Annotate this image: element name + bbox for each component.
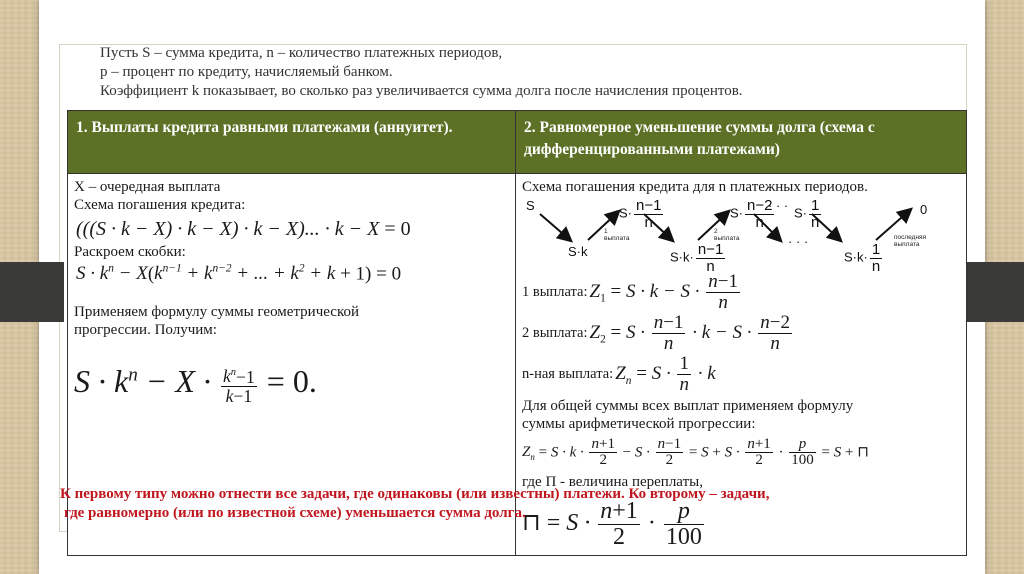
overpayment-formula: ⊓ = S · $\frac{n+1}{2}$ · $\frac{p}{100}$: [522, 498, 702, 551]
where-pi-text: где П - величина переплаты,: [522, 474, 703, 491]
diag-bot-3: S·k· $\frac{1}{n}$: [844, 241, 881, 275]
diag-top-4: S· $\frac{1}{n}$: [794, 197, 820, 231]
intro-line-2: p – процент по кредиту, начисляемый банком.: [100, 64, 393, 80]
header-differentiated: 2. Равномерное уменьшение суммы долга (схема с дифференцированными платежами): [516, 111, 967, 174]
diag-top-zero: 0: [920, 202, 928, 217]
expanded-formula: $S \cdot k^n - X(k^{n-1} + k^{n-2}$ + ... + $k^2 + k + 1) = 0$: [76, 263, 402, 285]
repayment-diagram: [522, 197, 958, 275]
diag-top-s: S: [526, 198, 535, 213]
conclusion-line-1: К первому типу можно отнести все задачи, где одинаковы (или известны) платежи. Ко второму – задачи,: [60, 486, 770, 502]
sum-text-1: Для общей суммы всех выплат применяем формулу: [522, 397, 854, 414]
diag-dots-top: · · ·: [768, 198, 789, 213]
intro-line-3: Коэффициент k показывает, во сколько раз увеличивается сумма долга после начисления процентов.: [100, 83, 743, 99]
payment-n-formula: $Z_n = S$ · $\frac{1}{n}$ · k: [615, 352, 716, 395]
diag-bot-1: S·k: [568, 244, 588, 259]
right-tab-decoration: [960, 262, 1024, 322]
progression-text: прогрессии. Получим:: [74, 322, 217, 339]
left-tab-decoration: [0, 262, 64, 322]
total-sum-formula: $Z_n = S \cdot k$ · $\frac{n+1}{2}$ − S · $\frac{n-1}{2}$ = S + S · $\frac{n+1}{2}$ · $\frac{p}{100}$ = S + ⊓: [522, 435, 869, 469]
diag-dots-bot: · · ·: [788, 234, 809, 249]
payment-2-label: 2 выплата:: [522, 325, 588, 342]
diag-note-1: 1 выплата: [604, 228, 630, 242]
payment-1-label: 1 выплата:: [522, 284, 588, 301]
table-header-row: [68, 111, 967, 174]
apply-formula-text: Применяем формулу суммы геометрической: [74, 304, 359, 321]
sum-text-2: суммы арифметической прогрессии:: [522, 415, 756, 432]
payment-1-row: [522, 272, 960, 313]
payment-n-row: [522, 354, 960, 395]
header-annuity: 1. Выплаты кредита равными платежами (аннуитет).: [68, 111, 516, 174]
payment-2-formula: $Z_2 = S$ · $\frac{n-1}{n}$ · k − S · $\frac{n-2}{n}$: [589, 311, 790, 354]
open-brackets-label: Раскроем скобки:: [74, 244, 186, 260]
payment-1-formula: $Z_1 = S \cdot k - S$ · $\frac{n-1}{n}$: [589, 271, 738, 313]
x-definition: X – очередная выплата: [74, 179, 221, 195]
payment-2-row: [522, 313, 960, 354]
conclusion-text: [60, 485, 980, 523]
scheme-title: Схема погашения кредита для n платежных периодов.: [522, 179, 868, 195]
conclusion-line-2: где равномерно (или по известной схеме) уменьшается сумма долга.: [64, 505, 526, 521]
nested-formula: (((S · k − X) · k − X) · k − X)... · k − X = 0: [76, 218, 411, 240]
payment-n-label: n-ная выплата:: [522, 366, 614, 383]
diag-bot-2: S·k· $\frac{n-1}{n}$: [670, 241, 724, 275]
diag-top-3: S· $\frac{n-2}{n}$: [730, 197, 773, 231]
intro-line-1: Пусть S – сумма кредита, n – количество платежных периодов,: [100, 45, 503, 61]
annuity-result-formula: $S \cdot k^n - X$ · $\frac{k^n-1}{k-1}$ = 0.: [74, 363, 317, 406]
intro-text: [100, 44, 743, 101]
diag-top-2: S· $\frac{n-1}{n}$: [619, 197, 662, 231]
scheme-label: Схема погашения кредита:: [74, 197, 246, 213]
diag-note-last: последняя выплата: [894, 234, 927, 248]
diag-note-2: 2 выплата: [714, 228, 740, 242]
